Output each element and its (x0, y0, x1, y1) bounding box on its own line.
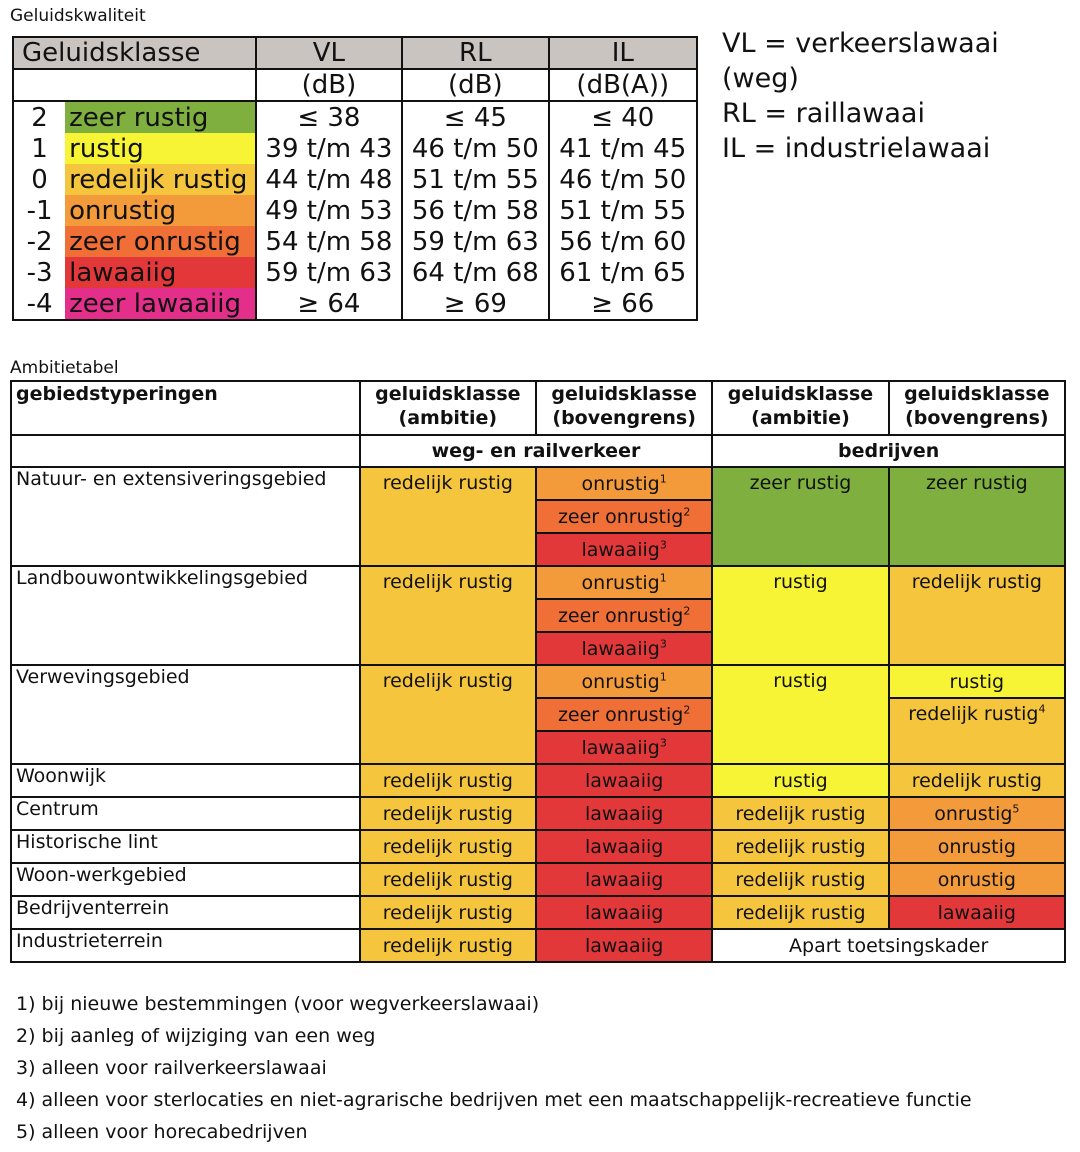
group-blank (11, 435, 360, 467)
footnote: 3) alleen voor railverkeerslawaai (16, 1057, 327, 1079)
footnote-ref: 4 (1038, 702, 1046, 716)
cell-text: lawaaiig (581, 637, 660, 660)
rl-range: ≥ 69 (402, 288, 548, 320)
il-range: 41 t/m 45 (549, 133, 697, 164)
cell-business-bovengrens: onrustig (889, 830, 1065, 863)
il-range: ≤ 40 (549, 101, 697, 133)
cell-traffic-ambitie: redelijk rustig (360, 896, 536, 929)
cell-business-ambitie: redelijk rustig (712, 830, 888, 863)
cell-business-ambitie: redelijk rustig (712, 797, 888, 830)
footnote: 4) alleen voor sterlocaties en niet-agrarische bedrijven met een maatschappelijk-recreatieve functie (16, 1089, 972, 1111)
area-row-industrie (11, 929, 1065, 962)
vl-range: 39 t/m 43 (256, 133, 402, 164)
cell-business-ambitie: redelijk rustig (712, 896, 888, 929)
cell-traffic-bovengrens (536, 665, 712, 698)
class-number: 0 (13, 164, 65, 195)
footnotes (16, 988, 972, 1148)
class-name: lawaaiig (65, 257, 256, 288)
area-verweving: Verwevingsgebied (11, 665, 360, 764)
area-row-centrum (11, 797, 1065, 830)
quality-row (13, 195, 697, 226)
footnote-ref: 3 (659, 637, 667, 651)
cell-business-ambitie: rustig (712, 665, 888, 764)
header-line: (ambitie) (398, 407, 498, 429)
cell-business-apart: Apart toetsingskader (712, 929, 1065, 962)
rl-range: 51 t/m 55 (402, 164, 548, 195)
cell-traffic-bovengrens (536, 566, 712, 599)
legend-rl: RL = raillawaai (722, 98, 925, 129)
footnote-ref: 3 (659, 538, 667, 552)
cell-traffic-bovengrens: lawaaiig (536, 830, 712, 863)
footnote: 1) bij nieuwe bestemmingen (voor wegverkeerslawaai) (16, 993, 540, 1015)
unit-vl: (dB) (256, 69, 402, 101)
il-range: 56 t/m 60 (549, 226, 697, 257)
quality-caption: Geluidskwaliteit (10, 6, 146, 26)
area-row-woonwerk (11, 863, 1065, 896)
cell-business-ambitie: rustig (712, 566, 888, 665)
footnote-ref: 1 (659, 472, 667, 486)
quality-row (13, 133, 697, 164)
rl-range: 64 t/m 68 (402, 257, 548, 288)
header-vl: VL (256, 37, 402, 69)
il-range: ≥ 66 (549, 288, 697, 320)
quality-row (13, 288, 697, 320)
header-business-ambitie (712, 381, 888, 435)
area-bedrijventerrein: Bedrijventerrein (11, 896, 360, 929)
rl-range: ≤ 45 (402, 101, 548, 133)
cell-business-bovengrens (889, 797, 1065, 830)
ambition-header-row (11, 381, 1065, 435)
vl-range: 59 t/m 63 (256, 257, 402, 288)
ambition-group-row (11, 435, 1065, 467)
footnote-ref: 2 (683, 703, 691, 717)
cell-traffic-bovengrens (536, 599, 712, 632)
cell-text: zeer onrustig (557, 604, 684, 627)
class-number: -3 (13, 257, 65, 288)
cell-text: lawaaiig (581, 538, 660, 561)
cell-business-bovengrens (889, 698, 1065, 764)
header-gebiedstyperingen: gebiedstyperingen (11, 381, 360, 435)
area-natuur: Natuur- en extensiveringsgebied (11, 467, 360, 566)
area-woonwijk: Woonwijk (11, 764, 360, 797)
header-line: geluidsklasse (904, 383, 1050, 405)
class-number: -2 (13, 226, 65, 257)
footnote-ref: 3 (659, 736, 667, 750)
quality-header-row (13, 37, 697, 69)
header-line: (bovengrens) (552, 407, 696, 429)
class-number: -1 (13, 195, 65, 226)
cell-business-bovengrens: lawaaiig (889, 896, 1065, 929)
cell-traffic-ambitie: redelijk rustig (360, 467, 536, 566)
cell-traffic-ambitie: redelijk rustig (360, 929, 536, 962)
class-name: redelijk rustig (65, 164, 256, 195)
area-row-landbouw (11, 566, 1065, 599)
cell-traffic-bovengrens (536, 698, 712, 731)
class-name: zeer rustig (65, 101, 256, 133)
footnote-ref: 1 (659, 571, 667, 585)
vl-range: ≥ 64 (256, 288, 402, 320)
units-blank (13, 69, 256, 101)
ambition-caption: Ambitietabel (10, 358, 119, 378)
footnote-ref: 2 (683, 505, 691, 519)
ambition-table (10, 380, 1066, 963)
cell-traffic-bovengrens: lawaaiig (536, 929, 712, 962)
header-business-bovengrens (889, 381, 1065, 435)
cell-text: zeer onrustig (557, 703, 684, 726)
cell-text: onrustig (934, 802, 1013, 825)
rl-range: 46 t/m 50 (402, 133, 548, 164)
quality-row (13, 257, 697, 288)
cell-text: lawaaiig (581, 736, 660, 759)
cell-text: redelijk rustig (908, 703, 1039, 725)
quality-row (13, 226, 697, 257)
header-line: geluidsklasse (727, 383, 874, 405)
header-il: IL (549, 37, 697, 69)
area-lint: Historische lint (11, 830, 360, 863)
cell-traffic-bovengrens (536, 533, 712, 566)
quality-units-row (13, 69, 697, 101)
class-number: -4 (13, 288, 65, 320)
footnote-ref: 2 (683, 604, 691, 618)
class-number: 1 (13, 133, 65, 164)
cell-business-bovengrens: rustig (889, 665, 1065, 698)
area-row-verweving (11, 665, 1065, 698)
abbreviation-legend (722, 26, 1080, 166)
vl-range: 44 t/m 48 (256, 164, 402, 195)
header-line: geluidsklasse (551, 383, 697, 405)
cell-text: onrustig (581, 670, 660, 693)
class-name: rustig (65, 133, 256, 164)
rl-range: 59 t/m 63 (402, 226, 548, 257)
area-industrie: Industrieterrein (11, 929, 360, 962)
cell-business-ambitie: zeer rustig (712, 467, 888, 566)
quality-row (13, 164, 697, 195)
class-name: onrustig (65, 195, 256, 226)
class-name: zeer lawaaiig (65, 288, 256, 320)
cell-text: onrustig (581, 571, 660, 594)
cell-business-bovengrens: redelijk rustig (889, 764, 1065, 797)
header-rl: RL (402, 37, 548, 69)
vl-range: ≤ 38 (256, 101, 402, 133)
cell-traffic-bovengrens: lawaaiig (536, 896, 712, 929)
cell-traffic-bovengrens (536, 500, 712, 533)
header-line: geluidsklasse (375, 383, 521, 405)
cell-traffic-ambitie: redelijk rustig (360, 797, 536, 830)
cell-traffic-ambitie: redelijk rustig (360, 665, 536, 764)
cell-traffic-ambitie: redelijk rustig (360, 566, 536, 665)
vl-range: 49 t/m 53 (256, 195, 402, 226)
cell-traffic-ambitie: redelijk rustig (360, 830, 536, 863)
area-row-bedrijventerrein (11, 896, 1065, 929)
il-range: 61 t/m 65 (549, 257, 697, 288)
footnote: 2) bij aanleg of wijziging van een weg (16, 1025, 376, 1047)
legend-il: IL = industrielawaai (722, 133, 991, 164)
il-range: 51 t/m 55 (549, 195, 697, 226)
cell-traffic-bovengrens: lawaaiig (536, 797, 712, 830)
unit-rl: (dB) (402, 69, 548, 101)
cell-business-bovengrens: zeer rustig (889, 467, 1065, 566)
cell-traffic-bovengrens (536, 467, 712, 500)
cell-traffic-ambitie: redelijk rustig (360, 764, 536, 797)
legend-vl: VL = verkeerslawaai (weg) (722, 28, 999, 94)
vl-range: 54 t/m 58 (256, 226, 402, 257)
cell-text: zeer onrustig (557, 505, 684, 528)
header-line: (ambitie) (751, 407, 850, 429)
class-number: 2 (13, 101, 65, 133)
footnote-ref: 5 (1012, 802, 1020, 816)
rl-range: 56 t/m 58 (402, 195, 548, 226)
cell-text: onrustig (581, 472, 660, 495)
header-traffic-ambitie (360, 381, 536, 435)
footnote-ref: 1 (659, 670, 667, 684)
cell-traffic-bovengrens: lawaaiig (536, 764, 712, 797)
area-centrum: Centrum (11, 797, 360, 830)
class-name: zeer onrustig (65, 226, 256, 257)
cell-traffic-bovengrens: lawaaiig (536, 863, 712, 896)
header-geluidsklasse: Geluidsklasse (13, 37, 256, 69)
cell-business-ambitie: redelijk rustig (712, 863, 888, 896)
area-woonwerk: Woon-werkgebied (11, 863, 360, 896)
cell-traffic-bovengrens (536, 731, 712, 764)
unit-il: (dB(A)) (549, 69, 697, 101)
cell-traffic-bovengrens (536, 632, 712, 665)
cell-business-ambitie: rustig (712, 764, 888, 797)
area-row-lint (11, 830, 1065, 863)
group-traffic: weg- en railverkeer (360, 435, 713, 467)
area-row-woonwijk (11, 764, 1065, 797)
group-business: bedrijven (712, 435, 1065, 467)
cell-business-bovengrens: onrustig (889, 863, 1065, 896)
header-traffic-bovengrens (536, 381, 712, 435)
il-range: 46 t/m 50 (549, 164, 697, 195)
area-row-natuur (11, 467, 1065, 500)
header-line: (bovengrens) (905, 407, 1049, 429)
quality-table (12, 36, 698, 321)
footnote: 5) alleen voor horecabedrijven (16, 1121, 308, 1143)
quality-row (13, 101, 697, 133)
cell-business-bovengrens: redelijk rustig (889, 566, 1065, 665)
area-landbouw: Landbouwontwikkelingsgebied (11, 566, 360, 665)
cell-traffic-ambitie: redelijk rustig (360, 863, 536, 896)
